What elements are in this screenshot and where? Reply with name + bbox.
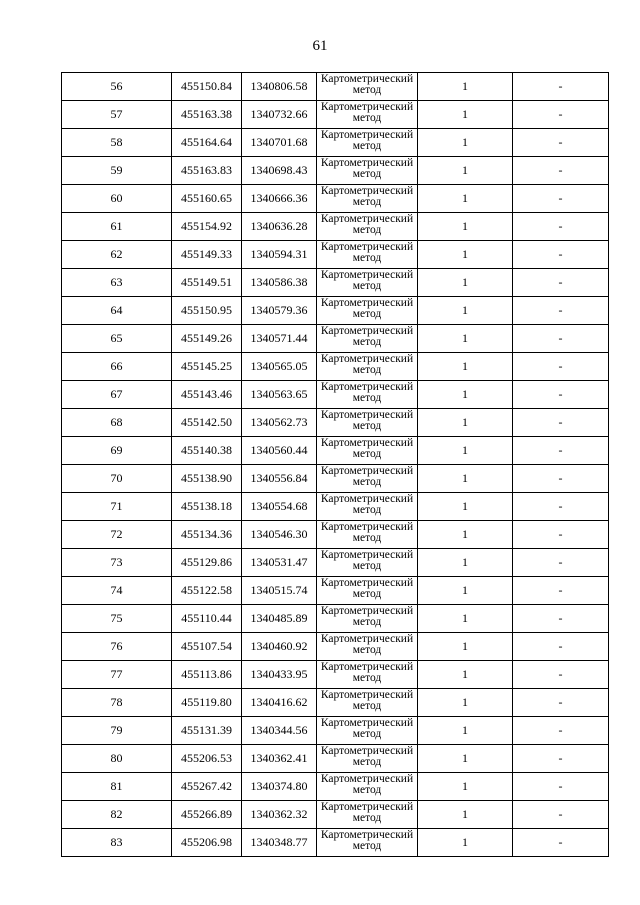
note-cell: - (513, 549, 609, 577)
y-coordinate-cell: 1340586.38 (242, 269, 317, 297)
y-coordinate-cell: 1340485.89 (242, 605, 317, 633)
error-value-cell: 1 (418, 297, 513, 325)
y-coordinate-cell: 1340433.95 (242, 661, 317, 689)
y-coordinate-cell: 1340594.31 (242, 241, 317, 269)
coordinates-table-body (62, 73, 609, 857)
note-cell: - (513, 577, 609, 605)
x-coordinate-cell: 455110.44 (172, 605, 242, 633)
note-cell: - (513, 381, 609, 409)
y-coordinate-cell: 1340560.44 (242, 437, 317, 465)
error-value-cell: 1 (418, 717, 513, 745)
note-cell: - (513, 801, 609, 829)
point-number-cell: 76 (62, 633, 172, 661)
table-row (62, 185, 609, 213)
y-coordinate-cell: 1340460.92 (242, 633, 317, 661)
method-cell: Картометрический метод (317, 689, 418, 717)
method-cell: Картометрический метод (317, 745, 418, 773)
note-cell: - (513, 297, 609, 325)
x-coordinate-cell: 455206.98 (172, 829, 242, 857)
y-coordinate-cell: 1340374.80 (242, 773, 317, 801)
x-coordinate-cell: 455129.86 (172, 549, 242, 577)
point-number-cell: 60 (62, 185, 172, 213)
error-value-cell: 1 (418, 101, 513, 129)
table-row (62, 157, 609, 185)
x-coordinate-cell: 455138.90 (172, 465, 242, 493)
y-coordinate-cell: 1340563.65 (242, 381, 317, 409)
note-cell: - (513, 661, 609, 689)
point-number-cell: 73 (62, 549, 172, 577)
point-number-cell: 58 (62, 129, 172, 157)
error-value-cell: 1 (418, 381, 513, 409)
error-value-cell: 1 (418, 521, 513, 549)
y-coordinate-cell: 1340416.62 (242, 689, 317, 717)
table-row (62, 409, 609, 437)
x-coordinate-cell: 455142.50 (172, 409, 242, 437)
x-coordinate-cell: 455143.46 (172, 381, 242, 409)
table-row (62, 493, 609, 521)
note-cell: - (513, 745, 609, 773)
error-value-cell: 1 (418, 745, 513, 773)
error-value-cell: 1 (418, 801, 513, 829)
point-number-cell: 68 (62, 409, 172, 437)
x-coordinate-cell: 455160.65 (172, 185, 242, 213)
table-row (62, 829, 609, 857)
x-coordinate-cell: 455164.64 (172, 129, 242, 157)
point-number-cell: 78 (62, 689, 172, 717)
error-value-cell: 1 (418, 577, 513, 605)
error-value-cell: 1 (418, 633, 513, 661)
method-cell: Картометрический метод (317, 773, 418, 801)
error-value-cell: 1 (418, 241, 513, 269)
note-cell: - (513, 689, 609, 717)
y-coordinate-cell: 1340565.05 (242, 353, 317, 381)
point-number-cell: 67 (62, 381, 172, 409)
note-cell: - (513, 353, 609, 381)
x-coordinate-cell: 455145.25 (172, 353, 242, 381)
table-row (62, 241, 609, 269)
y-coordinate-cell: 1340579.36 (242, 297, 317, 325)
note-cell: - (513, 269, 609, 297)
method-cell: Картометрический метод (317, 269, 418, 297)
note-cell: - (513, 213, 609, 241)
table-row (62, 521, 609, 549)
table-row (62, 325, 609, 353)
x-coordinate-cell: 455131.39 (172, 717, 242, 745)
y-coordinate-cell: 1340554.68 (242, 493, 317, 521)
method-cell: Картометрический метод (317, 213, 418, 241)
table-row (62, 437, 609, 465)
note-cell: - (513, 437, 609, 465)
x-coordinate-cell: 455140.38 (172, 437, 242, 465)
x-coordinate-cell: 455149.51 (172, 269, 242, 297)
table-row (62, 465, 609, 493)
method-cell: Картометрический метод (317, 493, 418, 521)
point-number-cell: 75 (62, 605, 172, 633)
error-value-cell: 1 (418, 689, 513, 717)
note-cell: - (513, 325, 609, 353)
point-number-cell: 64 (62, 297, 172, 325)
table-row (62, 577, 609, 605)
note-cell: - (513, 493, 609, 521)
table-row (62, 297, 609, 325)
point-number-cell: 70 (62, 465, 172, 493)
x-coordinate-cell: 455267.42 (172, 773, 242, 801)
error-value-cell: 1 (418, 129, 513, 157)
y-coordinate-cell: 1340666.36 (242, 185, 317, 213)
error-value-cell: 1 (418, 493, 513, 521)
point-number-cell: 63 (62, 269, 172, 297)
note-cell: - (513, 241, 609, 269)
method-cell: Картометрический метод (317, 437, 418, 465)
table-row (62, 801, 609, 829)
method-cell: Картометрический метод (317, 381, 418, 409)
x-coordinate-cell: 455134.36 (172, 521, 242, 549)
point-number-cell: 72 (62, 521, 172, 549)
y-coordinate-cell: 1340546.30 (242, 521, 317, 549)
point-number-cell: 80 (62, 745, 172, 773)
table-row (62, 633, 609, 661)
method-cell: Картометрический метод (317, 409, 418, 437)
x-coordinate-cell: 455149.26 (172, 325, 242, 353)
error-value-cell: 1 (418, 325, 513, 353)
table-row (62, 381, 609, 409)
error-value-cell: 1 (418, 213, 513, 241)
note-cell: - (513, 129, 609, 157)
point-number-cell: 56 (62, 73, 172, 101)
note-cell: - (513, 717, 609, 745)
point-number-cell: 59 (62, 157, 172, 185)
method-cell: Картометрический метод (317, 829, 418, 857)
error-value-cell: 1 (418, 465, 513, 493)
coordinates-table (61, 72, 609, 857)
x-coordinate-cell: 455163.38 (172, 101, 242, 129)
table-row (62, 605, 609, 633)
error-value-cell: 1 (418, 773, 513, 801)
table-row (62, 773, 609, 801)
table-row (62, 745, 609, 773)
method-cell: Картометрический метод (317, 465, 418, 493)
point-number-cell: 71 (62, 493, 172, 521)
table-row (62, 717, 609, 745)
method-cell: Картометрический метод (317, 129, 418, 157)
point-number-cell: 82 (62, 801, 172, 829)
error-value-cell: 1 (418, 661, 513, 689)
error-value-cell: 1 (418, 353, 513, 381)
error-value-cell: 1 (418, 409, 513, 437)
note-cell: - (513, 829, 609, 857)
method-cell: Картометрический метод (317, 353, 418, 381)
table-row (62, 73, 609, 101)
method-cell: Картометрический метод (317, 605, 418, 633)
point-number-cell: 77 (62, 661, 172, 689)
point-number-cell: 65 (62, 325, 172, 353)
table-row (62, 661, 609, 689)
note-cell: - (513, 157, 609, 185)
table-row (62, 689, 609, 717)
y-coordinate-cell: 1340562.73 (242, 409, 317, 437)
note-cell: - (513, 605, 609, 633)
y-coordinate-cell: 1340348.77 (242, 829, 317, 857)
note-cell: - (513, 633, 609, 661)
error-value-cell: 1 (418, 73, 513, 101)
method-cell: Картометрический метод (317, 717, 418, 745)
table-row (62, 213, 609, 241)
method-cell: Картометрический метод (317, 325, 418, 353)
x-coordinate-cell: 455113.86 (172, 661, 242, 689)
point-number-cell: 79 (62, 717, 172, 745)
note-cell: - (513, 185, 609, 213)
point-number-cell: 61 (62, 213, 172, 241)
y-coordinate-cell: 1340571.44 (242, 325, 317, 353)
x-coordinate-cell: 455149.33 (172, 241, 242, 269)
page-number: 61 (312, 38, 328, 54)
table-row (62, 353, 609, 381)
point-number-cell: 74 (62, 577, 172, 605)
error-value-cell: 1 (418, 549, 513, 577)
y-coordinate-cell: 1340515.74 (242, 577, 317, 605)
table-row (62, 549, 609, 577)
method-cell: Картометрический метод (317, 521, 418, 549)
error-value-cell: 1 (418, 269, 513, 297)
note-cell: - (513, 409, 609, 437)
x-coordinate-cell: 455119.80 (172, 689, 242, 717)
method-cell: Картометрический метод (317, 633, 418, 661)
point-number-cell: 66 (62, 353, 172, 381)
point-number-cell: 57 (62, 101, 172, 129)
table-row (62, 101, 609, 129)
error-value-cell: 1 (418, 829, 513, 857)
x-coordinate-cell: 455150.84 (172, 73, 242, 101)
error-value-cell: 1 (418, 185, 513, 213)
error-value-cell: 1 (418, 157, 513, 185)
point-number-cell: 81 (62, 773, 172, 801)
method-cell: Картометрический метод (317, 549, 418, 577)
table-row (62, 269, 609, 297)
error-value-cell: 1 (418, 605, 513, 633)
y-coordinate-cell: 1340362.41 (242, 745, 317, 773)
x-coordinate-cell: 455266.89 (172, 801, 242, 829)
y-coordinate-cell: 1340732.66 (242, 101, 317, 129)
method-cell: Картометрический метод (317, 801, 418, 829)
method-cell: Картометрический метод (317, 185, 418, 213)
point-number-cell: 83 (62, 829, 172, 857)
y-coordinate-cell: 1340698.43 (242, 157, 317, 185)
y-coordinate-cell: 1340636.28 (242, 213, 317, 241)
method-cell: Картометрический метод (317, 73, 418, 101)
method-cell: Картометрический метод (317, 241, 418, 269)
error-value-cell: 1 (418, 437, 513, 465)
note-cell: - (513, 521, 609, 549)
x-coordinate-cell: 455154.92 (172, 213, 242, 241)
y-coordinate-cell: 1340362.32 (242, 801, 317, 829)
x-coordinate-cell: 455163.83 (172, 157, 242, 185)
x-coordinate-cell: 455138.18 (172, 493, 242, 521)
note-cell: - (513, 773, 609, 801)
point-number-cell: 69 (62, 437, 172, 465)
x-coordinate-cell: 455122.58 (172, 577, 242, 605)
table-row (62, 129, 609, 157)
method-cell: Картометрический метод (317, 661, 418, 689)
y-coordinate-cell: 1340344.56 (242, 717, 317, 745)
x-coordinate-cell: 455150.95 (172, 297, 242, 325)
y-coordinate-cell: 1340806.58 (242, 73, 317, 101)
note-cell: - (513, 465, 609, 493)
x-coordinate-cell: 455206.53 (172, 745, 242, 773)
y-coordinate-cell: 1340531.47 (242, 549, 317, 577)
y-coordinate-cell: 1340701.68 (242, 129, 317, 157)
note-cell: - (513, 101, 609, 129)
method-cell: Картометрический метод (317, 577, 418, 605)
note-cell: - (513, 73, 609, 101)
x-coordinate-cell: 455107.54 (172, 633, 242, 661)
method-cell: Картометрический метод (317, 297, 418, 325)
y-coordinate-cell: 1340556.84 (242, 465, 317, 493)
method-cell: Картометрический метод (317, 101, 418, 129)
method-cell: Картометрический метод (317, 157, 418, 185)
point-number-cell: 62 (62, 241, 172, 269)
